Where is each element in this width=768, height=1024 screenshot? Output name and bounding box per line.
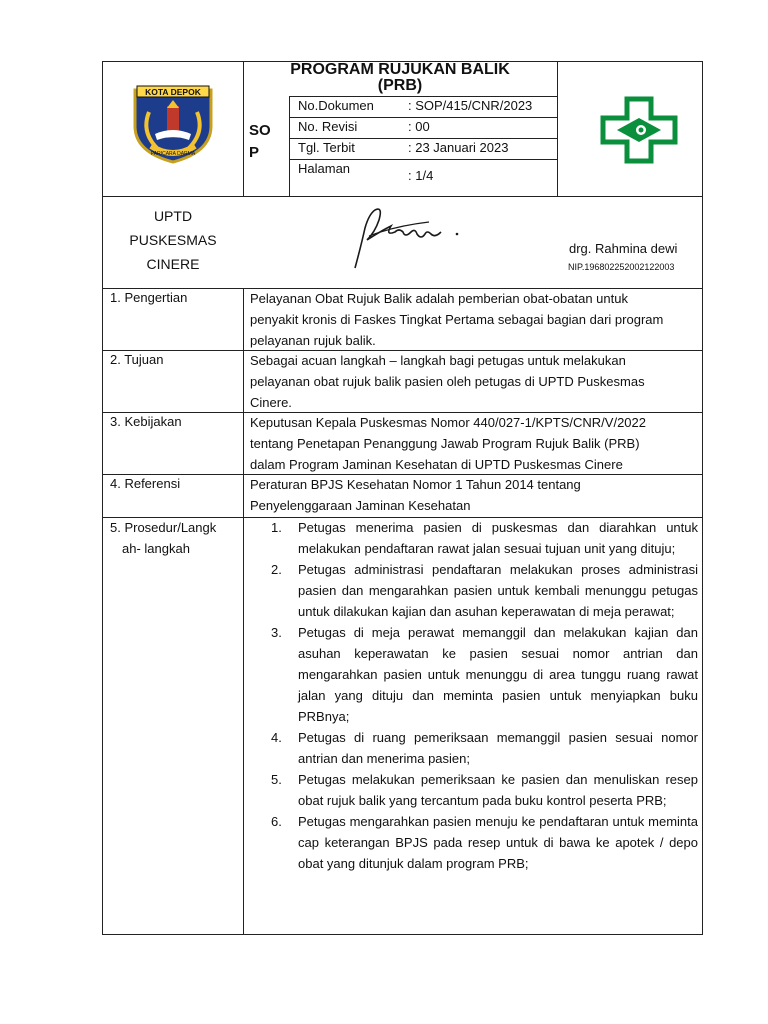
procedure-step: 4. Petugas di ruang pemeriksaan memanggil pasien sesuai nomor antrian dan menerima pasien;	[271, 730, 698, 766]
meta-divider	[289, 117, 557, 118]
meta-label-no-revisi: No. Revisi	[298, 119, 358, 134]
meta-value-no-dokumen: : SOP/415/CNR/2023	[408, 98, 533, 113]
org-name: UPTD PUSKESMAS CINERE	[129, 208, 217, 272]
signature-image	[339, 196, 489, 276]
procedure-step: 1. Petugas menerima pasien di puskesmas dan diarahkan untuk melakukan pendaftaran rawat jalan sesuai tujuan unit yang dituju;	[271, 520, 698, 556]
procedure-steps-list	[253, 517, 698, 874]
puskesmas-logo-icon	[599, 96, 679, 164]
meta-label-halaman: Halaman	[298, 161, 351, 176]
section-text-tujuan: Sebagai acuan langkah – langkah bagi petugas untuk melakukan pelayanan obat rujuk balik pasien oleh petugas di UPTD Puskesmas Cinere.	[250, 353, 645, 410]
meta-divider	[289, 159, 557, 160]
procedure-step: 2. Petugas administrasi pendaftaran melakukan proses administrasi pasien dan mengarahkan pasien untuk kembali menunggu petugas untuk dilakukan kajian dan asuhan keperawatan di meja perawat;	[271, 562, 698, 619]
meta-divider	[289, 96, 557, 97]
sop-document	[102, 61, 703, 935]
section-label-tujuan: 2. Tujuan	[110, 352, 164, 367]
title-line-2: (PRB)	[377, 77, 423, 94]
document-title	[243, 62, 557, 94]
section-text-pengertian: Pelayanan Obat Rujuk Balik adalah pemberian obat-obatan untuk penyakit kronis di Faskes Tingkat Pertama sebagai bagian dari program pelayanan rujuk balik.	[250, 291, 664, 348]
logo-motto-text: PARICARA DARMA	[150, 151, 196, 157]
section-label-kebijakan: 3. Kebijakan	[110, 414, 182, 429]
section-label-prosedur: 5. Prosedur/Langk ah- langkah	[110, 520, 217, 556]
column-divider	[289, 96, 290, 196]
section-text-referensi: Peraturan BPJS Kesehatan Nomor 1 Tahun 2014 tentang Penyelenggaraan Jaminan Kesehatan	[250, 477, 581, 513]
logo-banner-text: KOTA DEPOK	[145, 87, 201, 97]
sop-label: SO P	[249, 122, 271, 161]
column-divider	[243, 288, 244, 934]
procedure-step: 3. Petugas di meja perawat memanggil dan melakukan kajian dan asuhan keperawatan ke pasien sesuai nomor antrian dan mengarahkan pasien untuk menunggu di area tunggu ruang rawat jalan yang dituju dan meminta pasien untuk menyiapkan buku PRBnya;	[271, 625, 698, 724]
signatory-name: drg. Rahmina dewi	[569, 241, 678, 256]
signatory-nip: NIP.196802252002122003	[568, 262, 675, 272]
title-line-1: PROGRAM RUJUKAN BALIK	[290, 61, 510, 78]
meta-value-no-revisi: : 00	[408, 119, 430, 134]
section-label-referensi: 4. Referensi	[110, 476, 181, 491]
kota-depok-logo	[131, 82, 215, 164]
procedure-step: 6. Petugas mengarahkan pasien menuju ke pendaftaran untuk meminta cap keterangan BPJS pada resep untuk di bawa ke apotek / depo obat yang ditunjuk dalam program PRB;	[271, 814, 698, 871]
section-text-kebijakan: Keputusan Kepala Puskesmas Nomor 440/027-1/KPTS/CNR/V/2022 tentang Penetapan Penanggung Jawab Program Rujuk Balik (PRB) dalam Program Jaminan Kesehatan di UPTD Puskesmas Cinere	[250, 415, 646, 472]
meta-value-halaman: : 1/4	[408, 168, 434, 183]
section-label-pengertian: 1. Pengertian	[110, 290, 188, 305]
meta-divider	[289, 138, 557, 139]
column-divider	[557, 62, 558, 196]
meta-label-tgl-terbit: Tgl. Terbit	[298, 140, 355, 155]
meta-value-tgl-terbit: : 23 Januari 2023	[408, 140, 509, 155]
procedure-step: 5. Petugas melakukan pemeriksaan ke pasien dan menuliskan resep obat rujuk balik yang tercantum pada buku kontrol peserta PRB;	[271, 772, 698, 808]
meta-label-no-dokumen: No.Dokumen	[298, 98, 374, 113]
